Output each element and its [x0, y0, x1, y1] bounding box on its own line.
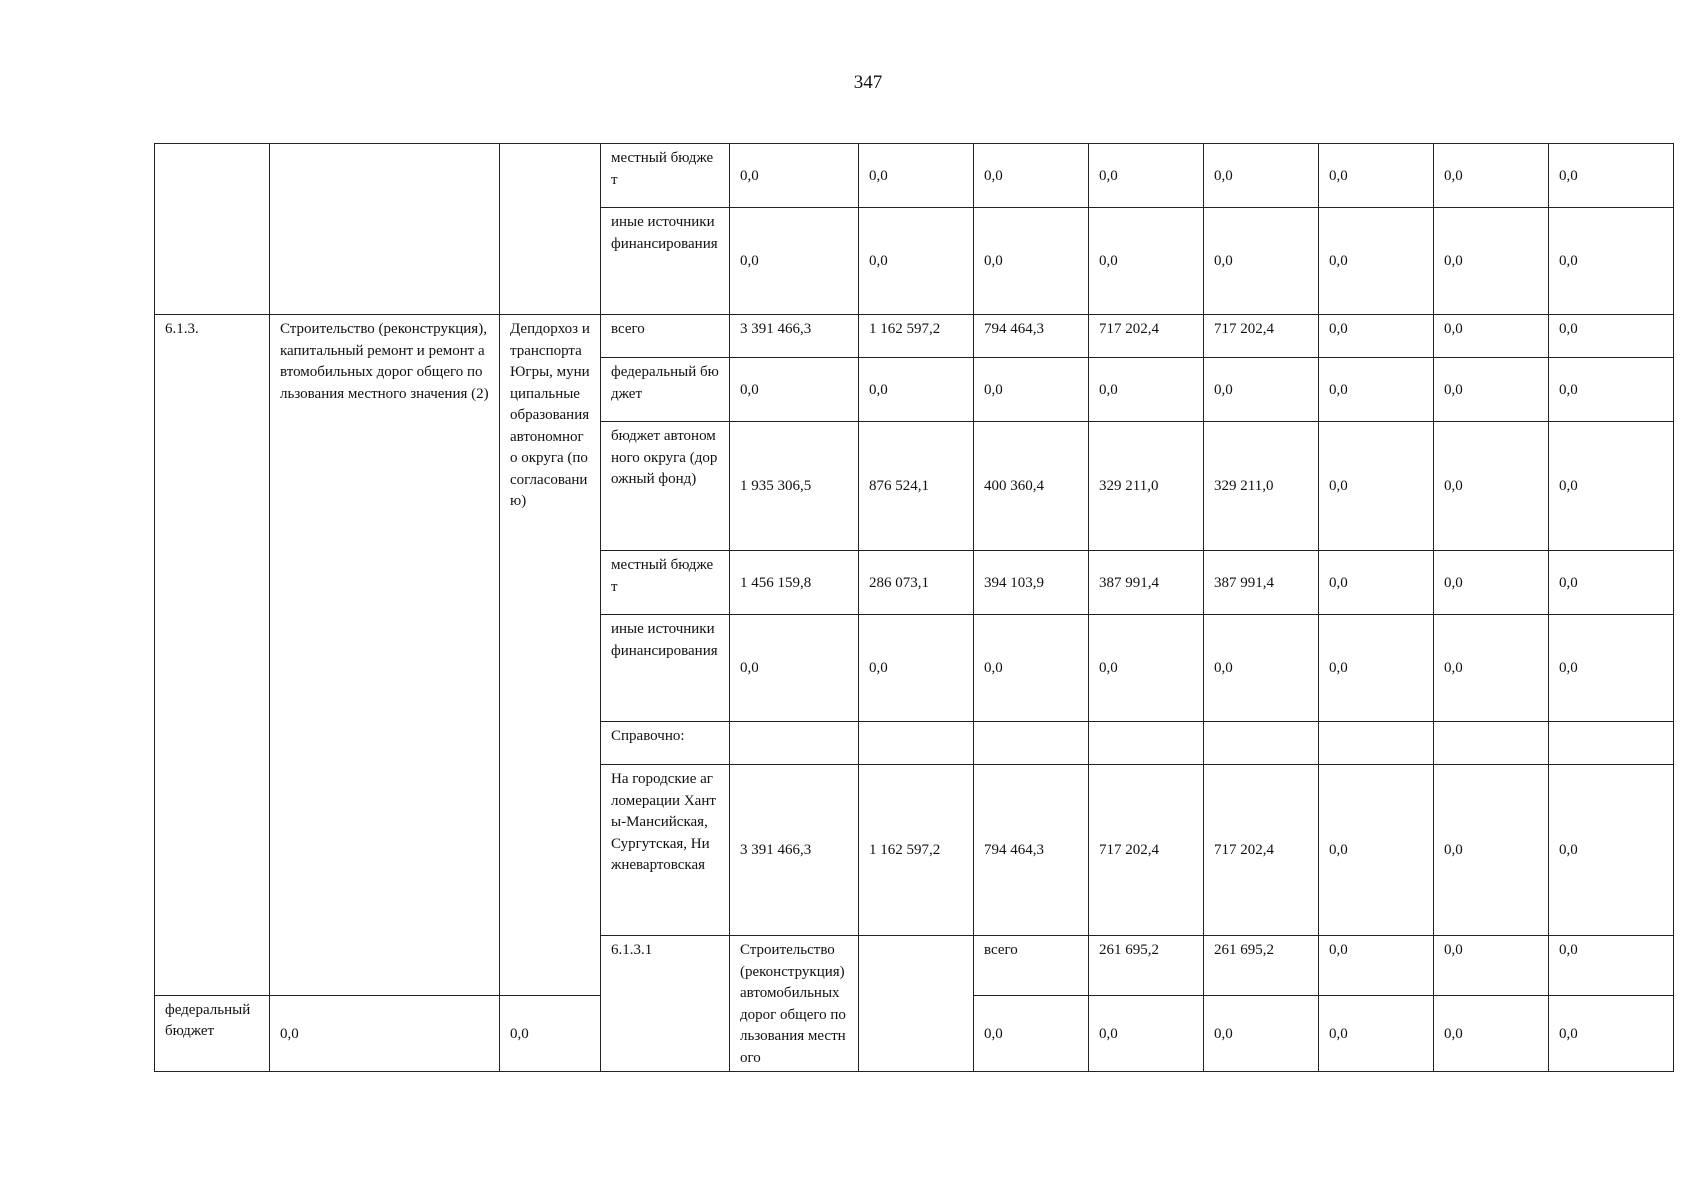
name-cell: Строительство (реконструкция), капитальный ремонт и ремонт автомобильных дорог общего пользования местного значения (2)	[270, 315, 500, 996]
value-cell: 0,0	[1319, 358, 1434, 422]
source-cell: федеральный бюджет	[155, 995, 270, 1071]
value-cell: 0,0	[1204, 995, 1319, 1071]
value-cell	[974, 722, 1089, 765]
executor-cell	[859, 936, 974, 1072]
value-cell: 0,0	[1434, 315, 1549, 358]
value-cell: 0,0	[1204, 358, 1319, 422]
value-cell: 0,0	[730, 615, 859, 722]
value-cell: 0,0	[1549, 936, 1674, 996]
value-cell: 0,0	[1319, 208, 1434, 315]
value-cell: 0,0	[730, 144, 859, 208]
value-cell: 0,0	[500, 995, 601, 1071]
value-cell	[730, 722, 859, 765]
value-cell: 0,0	[859, 208, 974, 315]
value-cell	[1549, 722, 1674, 765]
value-cell: 0,0	[1319, 551, 1434, 615]
value-cell: 0,0	[730, 208, 859, 315]
value-cell: 0,0	[1549, 551, 1674, 615]
value-cell: 0,0	[730, 358, 859, 422]
value-cell: 0,0	[1204, 615, 1319, 722]
source-cell: Справочно:	[601, 722, 730, 765]
value-cell: 0,0	[1319, 315, 1434, 358]
value-cell: 261 695,2	[1204, 936, 1319, 996]
value-cell: 0,0	[1089, 208, 1204, 315]
value-cell: 0,0	[974, 995, 1089, 1071]
value-cell: 3 391 466,3	[730, 765, 859, 936]
value-cell: 0,0	[974, 615, 1089, 722]
value-cell: 876 524,1	[859, 422, 974, 551]
table-row	[155, 144, 1674, 208]
budget-table	[154, 143, 1674, 1072]
value-cell: 794 464,3	[974, 315, 1089, 358]
value-cell: 0,0	[1204, 208, 1319, 315]
value-cell: 0,0	[1549, 208, 1674, 315]
value-cell: 0,0	[1434, 765, 1549, 936]
value-cell: 0,0	[974, 144, 1089, 208]
table-row	[155, 315, 1674, 358]
value-cell: 261 695,2	[1089, 936, 1204, 996]
value-cell: 0,0	[1089, 995, 1204, 1071]
value-cell: 0,0	[1319, 765, 1434, 936]
value-cell: 1 162 597,2	[859, 765, 974, 936]
value-cell: 0,0	[1434, 615, 1549, 722]
value-cell: 0,0	[1434, 995, 1549, 1071]
value-cell	[1319, 722, 1434, 765]
value-cell: 717 202,4	[1089, 315, 1204, 358]
code-cell	[155, 144, 270, 315]
value-cell: 0,0	[1549, 422, 1674, 551]
value-cell: 1 456 159,8	[730, 551, 859, 615]
value-cell: 0,0	[1434, 358, 1549, 422]
code-cell: 6.1.3.1	[601, 936, 730, 1072]
source-cell: местный бюджет	[601, 551, 730, 615]
value-cell: 0,0	[974, 358, 1089, 422]
value-cell: 0,0	[1089, 144, 1204, 208]
source-cell: иные источники финансирования	[601, 208, 730, 315]
value-cell: 0,0	[1434, 208, 1549, 315]
source-cell: местный бюджет	[601, 144, 730, 208]
value-cell: 0,0	[1434, 422, 1549, 551]
value-cell: 717 202,4	[1089, 765, 1204, 936]
page-number: 347	[853, 72, 883, 93]
value-cell: 0,0	[1549, 315, 1674, 358]
value-cell: 0,0	[1319, 615, 1434, 722]
value-cell: 0,0	[1549, 144, 1674, 208]
value-cell: 387 991,4	[1089, 551, 1204, 615]
value-cell: 0,0	[270, 995, 500, 1071]
value-cell: 329 211,0	[1204, 422, 1319, 551]
value-cell: 387 991,4	[1204, 551, 1319, 615]
value-cell	[1434, 722, 1549, 765]
value-cell: 0,0	[1549, 765, 1674, 936]
value-cell	[1204, 722, 1319, 765]
value-cell: 0,0	[1434, 936, 1549, 996]
value-cell: 794 464,3	[974, 765, 1089, 936]
source-cell: На городские агломерации Ханты-Мансийская, Сургутская, Нижневартовская	[601, 765, 730, 936]
value-cell: 0,0	[859, 358, 974, 422]
value-cell: 717 202,4	[1204, 315, 1319, 358]
value-cell: 400 360,4	[974, 422, 1089, 551]
value-cell: 0,0	[1549, 615, 1674, 722]
value-cell: 0,0	[1204, 144, 1319, 208]
value-cell: 0,0	[859, 615, 974, 722]
source-cell: иные источники финансирования	[601, 615, 730, 722]
name-cell: Строительство (реконструкция) автомобильных дорог общего пользования местного	[730, 936, 859, 1072]
source-cell: всего	[601, 315, 730, 358]
value-cell: 0,0	[1434, 551, 1549, 615]
value-cell: 394 103,9	[974, 551, 1089, 615]
value-cell: 1 162 597,2	[859, 315, 974, 358]
value-cell: 0,0	[859, 144, 974, 208]
executor-cell: Депдорхоз и транспорта Югры, муниципальные образования автономного округа (по согласованию)	[500, 315, 601, 996]
value-cell	[1089, 722, 1204, 765]
source-cell: бюджет автономного округа (дорожный фонд)	[601, 422, 730, 551]
executor-cell	[500, 144, 601, 315]
value-cell: 0,0	[1319, 936, 1434, 996]
value-cell: 717 202,4	[1204, 765, 1319, 936]
value-cell	[859, 722, 974, 765]
value-cell: 1 935 306,5	[730, 422, 859, 551]
source-cell: федеральный бюджет	[601, 358, 730, 422]
value-cell: 0,0	[1089, 358, 1204, 422]
value-cell: 0,0	[1434, 144, 1549, 208]
value-cell: 0,0	[1319, 422, 1434, 551]
value-cell: 0,0	[1319, 995, 1434, 1071]
value-cell: 329 211,0	[1089, 422, 1204, 551]
name-cell	[270, 144, 500, 315]
value-cell: 0,0	[974, 208, 1089, 315]
value-cell: 0,0	[1319, 144, 1434, 208]
value-cell: 286 073,1	[859, 551, 974, 615]
code-cell: 6.1.3.	[155, 315, 270, 996]
value-cell: 0,0	[1089, 615, 1204, 722]
value-cell: 3 391 466,3	[730, 315, 859, 358]
value-cell: 0,0	[1549, 358, 1674, 422]
source-cell: всего	[974, 936, 1089, 996]
value-cell: 0,0	[1549, 995, 1674, 1071]
